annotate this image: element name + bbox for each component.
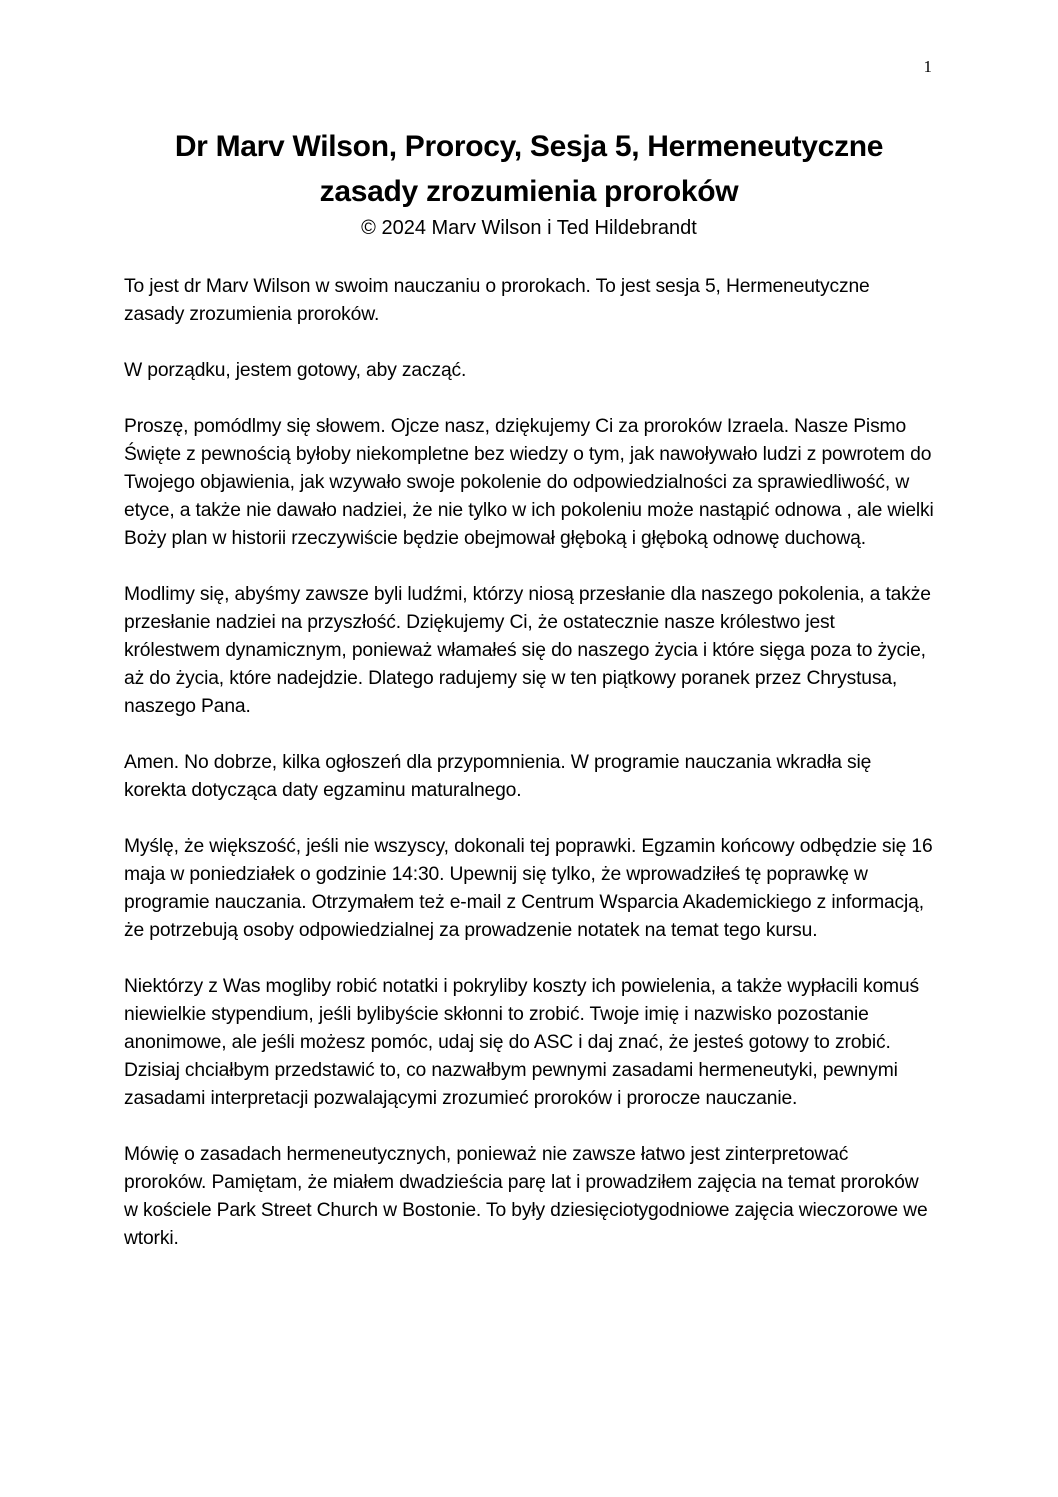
document-body — [124, 273, 934, 1253]
page-number: 1 — [923, 57, 932, 76]
paragraph-hermeneutics-intro: Mówię o zasadach hermeneutycznych, ponieważ nie zawsze łatwo jest zinterpretować proroków. Pamiętam, że miałem dwadzieścia parę lat i prowadziłem zajęcia na temat proroków w kościele Park Street Church w Bostonie. To były dziesięciotygodniowe zajęcia wieczorowe we wtorki. — [124, 1144, 928, 1249]
paragraph-notes-request: Niektórzy z Was mogliby robić notatki i pokryliby koszty ich powielenia, a także wypłacili komuś niewielkie stypendium, jeśli bylibyście skłonni to zrobić. Twoje imię i nazwisko pozostanie anonimowe, ale jeśli możesz pomóc, udaj się do ASC i daj znać, że jesteś gotowy to zrobić. Dzisiaj chciałbym przedstawić to, co nazwałbym pewnymi zasadami hermeneutyki, pewnymi zasadami interpretacji pozwalającymi zrozumieć proroków i prorocze nauczanie. — [124, 976, 919, 1109]
document-title-line-1: Dr Marv Wilson, Prorocy, Sesja 5, Hermeneutyczne — [174, 130, 884, 163]
paragraph-intro: To jest dr Marv Wilson w swoim nauczaniu o prorokach. To jest sesja 5, Hermeneutyczne zasady zrozumienia proroków. — [124, 276, 870, 325]
paragraph-ready: W porządku, jestem gotowy, aby zacząć. — [124, 360, 467, 381]
copyright-line: © 2024 Marv Wilson i Ted Hildebrandt — [361, 217, 697, 239]
document-title-line-2: zasady zrozumienia proroków — [319, 175, 739, 208]
paragraph-announcements: Amen. No dobrze, kilka ogłoszeń dla przypomnienia. W programie nauczania wkradła się korekta dotycząca daty egzaminu maturalnego. — [124, 752, 872, 801]
paragraph-prayer-2: Modlimy się, abyśmy zawsze byli ludźmi, którzy niosą przesłanie dla naszego pokolenia, a także przesłanie nadziei na przyszłość. Dziękujemy Ci, że ostatecznie nasze królestwo jest królestwem dynamicznym, ponieważ włamałeś się do naszego życia i które sięga poza to życie, aż do życia, które nadejdzie. Dlatego radujemy się w ten piątkowy poranek przez Chrystusa, naszego Pana. — [124, 584, 931, 717]
document-title — [124, 0, 934, 214]
paragraph-exam-date: Myślę, że większość, jeśli nie wszyscy, dokonali tej poprawki. Egzamin końcowy odbędzie się 16 maja w poniedziałek o godzinie 14:30. Upewnij się tylko, że wprowadziłeś tę poprawkę w programie nauczania. Otrzymałem też e-mail z Centrum Wsparcia Akademickiego z informacją, że potrzebują osoby odpowiedzialnej za prowadzenie notatek na temat tego kursu. — [124, 836, 933, 941]
paragraph-prayer-1: Proszę, pomódlmy się słowem. Ojcze nasz, dziękujemy Ci za proroków Izraela. Nasze Pismo Święte z pewnością byłoby niekompletne bez wiedzy o tym, jak nawoływało ludzi z powrotem do Twojego objawienia, jak wzywało swoje pokolenie do odpowiedzialności za sprawiedliwość, w etyce, a także nie dawało nadziei, że nie tylko w ich pokoleniu może nastąpić odnowa , ale wielki Boży plan w historii rzeczywiście będzie obejmował głęboką i głęboką odnowę duchową. — [124, 416, 934, 549]
